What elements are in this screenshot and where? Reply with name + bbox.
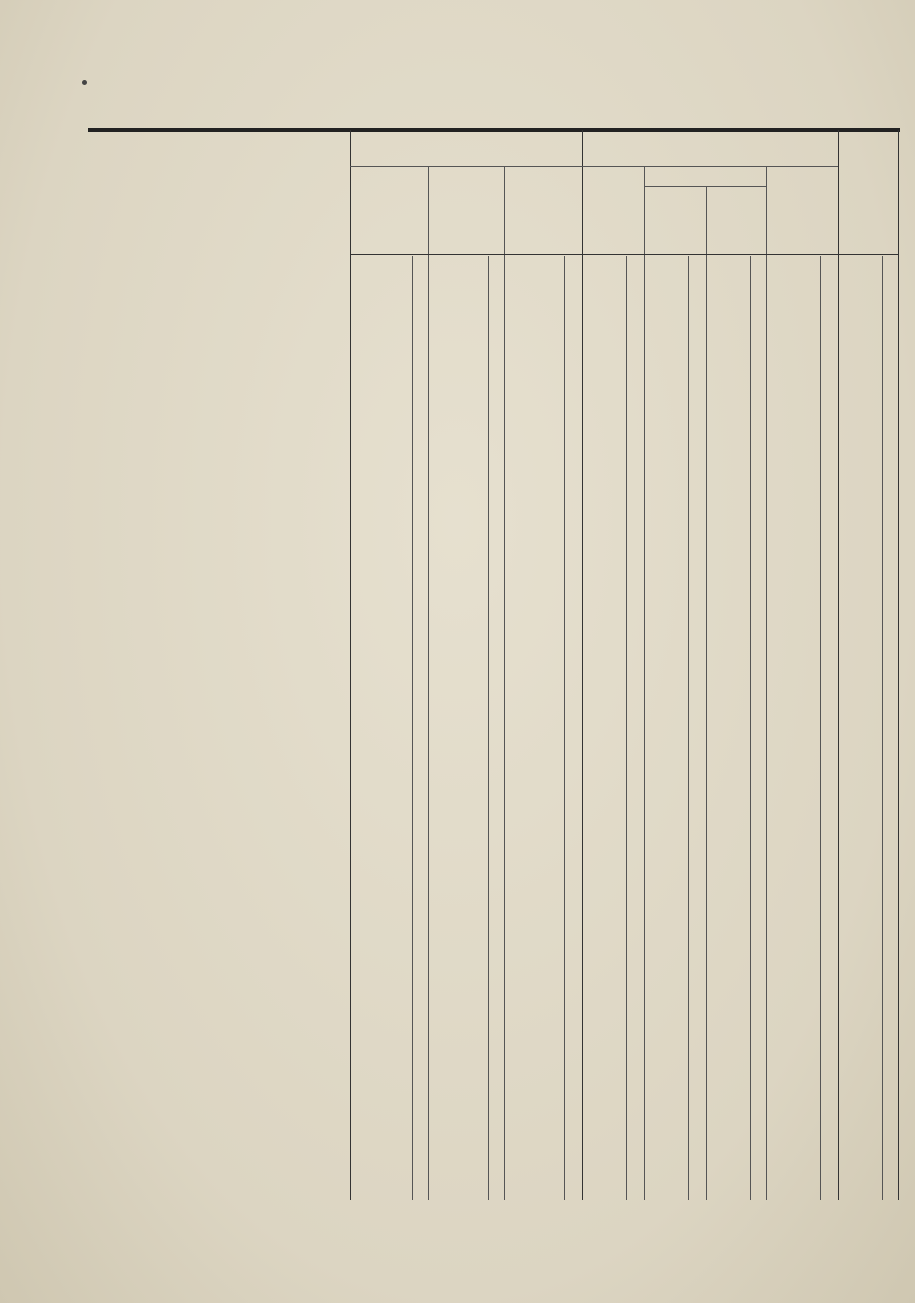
kopeck-divider [626, 256, 627, 1200]
kopeck-divider [750, 256, 751, 1200]
table-top-rule [88, 128, 900, 132]
kopeck-divider [820, 256, 821, 1200]
kopeck-divider [564, 256, 565, 1200]
header-rule [644, 186, 766, 187]
kopeck-divider [688, 256, 689, 1200]
header-rule [350, 166, 582, 167]
col-divider [766, 166, 767, 1200]
header-rule [582, 166, 838, 167]
kopeck-divider [882, 256, 883, 1200]
col-divider [838, 130, 839, 1200]
ink-dot [82, 80, 87, 85]
kopeck-divider [412, 256, 413, 1200]
header-bottom-rule [350, 254, 898, 255]
col-divider [898, 130, 899, 1200]
col-divider [582, 130, 583, 1200]
kopeck-divider [488, 256, 489, 1200]
col-divider [706, 186, 707, 1200]
col-divider [350, 130, 351, 1200]
col-divider [644, 166, 645, 1200]
col-divider [504, 166, 505, 1200]
col-divider [428, 166, 429, 1200]
